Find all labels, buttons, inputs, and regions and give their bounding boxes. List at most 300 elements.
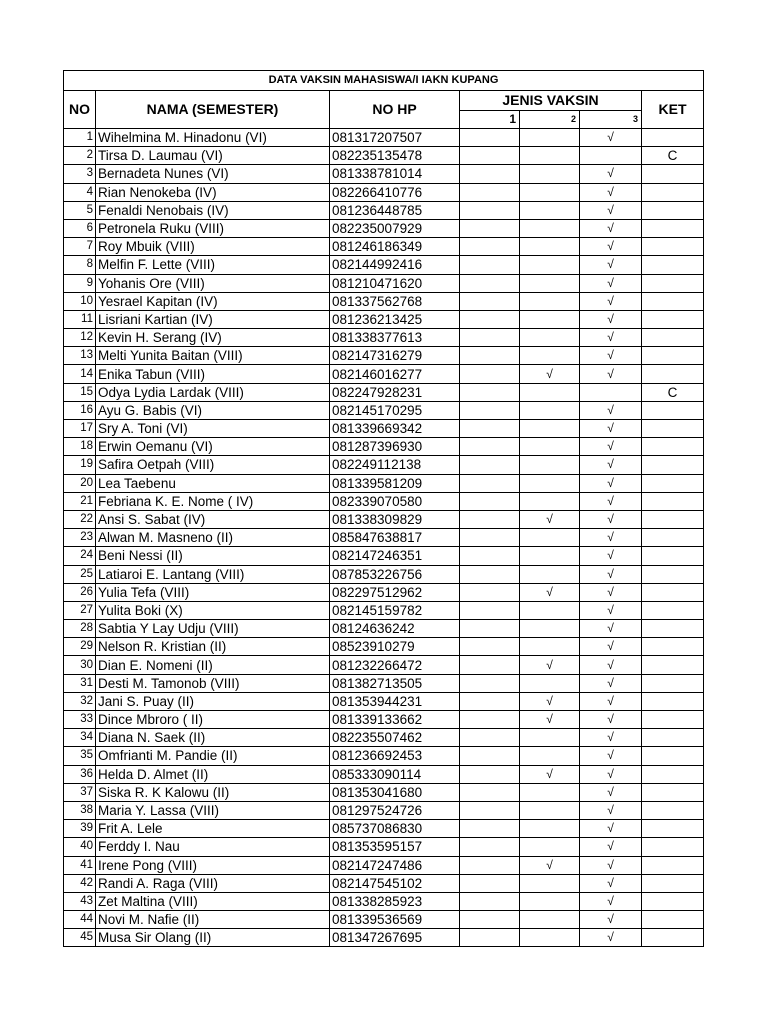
header-nama: NAMA (SEMESTER)	[96, 91, 330, 129]
phone-number: 08523910279	[330, 638, 460, 656]
row-number: 35	[64, 747, 96, 765]
ket-cell	[642, 365, 704, 383]
ket-cell	[642, 838, 704, 856]
table-row	[64, 456, 704, 474]
ket-cell	[642, 874, 704, 892]
student-name: Ansi S. Sabat (IV)	[96, 510, 330, 528]
vaksin-2-check	[520, 911, 580, 929]
table-row	[64, 238, 704, 256]
vaksin-1-check	[460, 329, 520, 347]
ket-cell	[642, 256, 704, 274]
ket-cell	[642, 438, 704, 456]
table-row	[64, 147, 704, 165]
row-number: 4	[64, 183, 96, 201]
row-number: 16	[64, 401, 96, 419]
table-row	[64, 692, 704, 710]
vaksin-2-check	[520, 438, 580, 456]
student-name: Febriana K. E. Nome ( IV)	[96, 492, 330, 510]
student-name: Latiaroi E. Lantang (VIII)	[96, 565, 330, 583]
student-name: Petronela Ruku (VIII)	[96, 219, 330, 237]
vaksin-3-check: √	[580, 347, 642, 365]
row-number: 5	[64, 201, 96, 219]
ket-cell	[642, 510, 704, 528]
phone-number: 081353041680	[330, 783, 460, 801]
student-name: Fenaldi Nenobais (IV)	[96, 201, 330, 219]
row-number: 23	[64, 529, 96, 547]
vaksin-3-check: √	[580, 474, 642, 492]
row-number: 17	[64, 420, 96, 438]
ket-cell	[642, 183, 704, 201]
table-row	[64, 529, 704, 547]
student-name: Siska R. K Kalowu (II)	[96, 783, 330, 801]
phone-number: 082249112138	[330, 456, 460, 474]
vaksin-3-check: √	[580, 729, 642, 747]
vaksin-3-check: √	[580, 329, 642, 347]
ket-cell	[642, 583, 704, 601]
vaksin-2-check	[520, 165, 580, 183]
student-name: Musa Sir Olang (II)	[96, 929, 330, 947]
row-number: 19	[64, 456, 96, 474]
phone-number: 082147316279	[330, 347, 460, 365]
phone-number: 082235507462	[330, 729, 460, 747]
student-name: Yulita Boki (X)	[96, 601, 330, 619]
vaksin-3-check: √	[580, 547, 642, 565]
student-name: Sry A. Toni (VI)	[96, 420, 330, 438]
row-number: 3	[64, 165, 96, 183]
phone-number: 082235135478	[330, 147, 460, 165]
vaksin-2-check: √	[520, 365, 580, 383]
ket-cell	[642, 456, 704, 474]
row-number: 41	[64, 856, 96, 874]
table-row	[64, 929, 704, 947]
row-number: 38	[64, 801, 96, 819]
student-name: Frit A. Lele	[96, 820, 330, 838]
vaksin-2-check: √	[520, 765, 580, 783]
vaksin-2-check	[520, 292, 580, 310]
student-name: Melfin F. Lette (VIII)	[96, 256, 330, 274]
vaksin-2-check	[520, 892, 580, 910]
phone-number: 081338377613	[330, 329, 460, 347]
vaksin-2-check: √	[520, 583, 580, 601]
ket-cell	[642, 711, 704, 729]
vaksin-3-check: √	[580, 838, 642, 856]
table-row	[64, 292, 704, 310]
vaksin-3-check: √	[580, 747, 642, 765]
phone-number: 082266410776	[330, 183, 460, 201]
vaksin-1-check	[460, 601, 520, 619]
table-row	[64, 801, 704, 819]
vaksin-2-check	[520, 383, 580, 401]
phone-number: 087853226756	[330, 565, 460, 583]
vaksin-2-check	[520, 456, 580, 474]
ket-cell	[642, 165, 704, 183]
ket-cell	[642, 820, 704, 838]
ket-cell	[642, 401, 704, 419]
student-name: Tirsa D. Laumau (VI)	[96, 147, 330, 165]
ket-cell	[642, 129, 704, 147]
row-number: 39	[64, 820, 96, 838]
vaksin-3-check: √	[580, 711, 642, 729]
table-row	[64, 310, 704, 328]
vaksin-2-check	[520, 729, 580, 747]
table-row	[64, 820, 704, 838]
ket-cell	[642, 620, 704, 638]
phone-number: 081337562768	[330, 292, 460, 310]
phone-number: 082144992416	[330, 256, 460, 274]
phone-number: 081338781014	[330, 165, 460, 183]
vaksin-1-check	[460, 274, 520, 292]
ket-cell	[642, 692, 704, 710]
vaksin-1-check	[460, 165, 520, 183]
row-number: 45	[64, 929, 96, 947]
vaksin-2-check	[520, 529, 580, 547]
table-row	[64, 365, 704, 383]
vaksin-1-check	[460, 492, 520, 510]
row-number: 44	[64, 911, 96, 929]
student-name: Kevin H. Serang (IV)	[96, 329, 330, 347]
student-name: Maria Y. Lassa (VIII)	[96, 801, 330, 819]
vaksin-3-check: √	[580, 365, 642, 383]
header-jenis-vaksin: JENIS VAKSIN	[460, 91, 642, 111]
table-row	[64, 474, 704, 492]
vaksin-2-check	[520, 256, 580, 274]
sheet-title: DATA VAKSIN MAHASISWA/I IAKN KUPANG	[64, 71, 704, 91]
phone-number: 085333090114	[330, 765, 460, 783]
vaksin-1-check	[460, 510, 520, 528]
vaksin-3-check: √	[580, 274, 642, 292]
ket-cell	[642, 329, 704, 347]
row-number: 43	[64, 892, 96, 910]
row-number: 29	[64, 638, 96, 656]
row-number: 8	[64, 256, 96, 274]
ket-cell	[642, 747, 704, 765]
vaksin-3-check: √	[580, 856, 642, 874]
row-number: 13	[64, 347, 96, 365]
table-row	[64, 856, 704, 874]
phone-number: 081353595157	[330, 838, 460, 856]
vaksin-1-check	[460, 692, 520, 710]
vaksin-2-check	[520, 838, 580, 856]
ket-cell	[642, 292, 704, 310]
student-name: Sabtia Y Lay Udju (VIII)	[96, 620, 330, 638]
vaksin-1-check	[460, 238, 520, 256]
header-no-hp: NO HP	[330, 91, 460, 129]
vaksin-1-check	[460, 401, 520, 419]
row-number: 18	[64, 438, 96, 456]
vaksin-1-check	[460, 256, 520, 274]
vaksin-1-check	[460, 310, 520, 328]
vaksin-2-check: √	[520, 711, 580, 729]
student-name: Helda D. Almet (II)	[96, 765, 330, 783]
vaksin-3-check: √	[580, 420, 642, 438]
ket-cell: C	[642, 147, 704, 165]
ket-cell	[642, 601, 704, 619]
phone-number: 082145170295	[330, 401, 460, 419]
ket-cell	[642, 565, 704, 583]
row-number: 31	[64, 674, 96, 692]
ket-cell	[642, 783, 704, 801]
student-name: Desti M. Tamonob (VIII)	[96, 674, 330, 692]
table-row	[64, 274, 704, 292]
row-number: 40	[64, 838, 96, 856]
vaksin-2-check	[520, 620, 580, 638]
phone-number: 08124636242	[330, 620, 460, 638]
vaksin-3-check: √	[580, 292, 642, 310]
vaksin-2-check	[520, 310, 580, 328]
vaksin-1-check	[460, 620, 520, 638]
row-number: 27	[64, 601, 96, 619]
row-number: 24	[64, 547, 96, 565]
phone-number: 081338309829	[330, 510, 460, 528]
row-number: 30	[64, 656, 96, 674]
vaksin-2-check	[520, 201, 580, 219]
vaksin-2-check	[520, 474, 580, 492]
vaksin-1-check	[460, 583, 520, 601]
ket-cell	[642, 219, 704, 237]
phone-number: 081347267695	[330, 929, 460, 947]
row-number: 28	[64, 620, 96, 638]
vaksin-3-check: √	[580, 892, 642, 910]
row-number: 6	[64, 219, 96, 237]
phone-number: 085847638817	[330, 529, 460, 547]
student-name: Randi A. Raga (VIII)	[96, 874, 330, 892]
table-row	[64, 892, 704, 910]
ket-cell	[642, 911, 704, 929]
phone-number: 081232266472	[330, 656, 460, 674]
vaksin-1-check	[460, 820, 520, 838]
vaksin-3-check: √	[580, 219, 642, 237]
vaksin-2-check	[520, 547, 580, 565]
ket-cell	[642, 347, 704, 365]
vaksin-3-check: √	[580, 238, 642, 256]
ket-cell	[642, 547, 704, 565]
vaksin-3-check: √	[580, 438, 642, 456]
vaksin-3-check: √	[580, 874, 642, 892]
phone-number: 081338285923	[330, 892, 460, 910]
ket-cell	[642, 420, 704, 438]
phone-number: 081339581209	[330, 474, 460, 492]
phone-number: 081236213425	[330, 310, 460, 328]
student-name: Ayu G. Babis (VI)	[96, 401, 330, 419]
table-row	[64, 492, 704, 510]
vaksin-3-check	[580, 147, 642, 165]
table-row	[64, 783, 704, 801]
vaksin-1-check	[460, 765, 520, 783]
ket-cell	[642, 201, 704, 219]
table-row	[64, 674, 704, 692]
vaksin-1-check	[460, 565, 520, 583]
student-name: Nelson R. Kristian (II)	[96, 638, 330, 656]
row-number: 21	[64, 492, 96, 510]
student-name: Novi M. Nafie (II)	[96, 911, 330, 929]
phone-number: 081287396930	[330, 438, 460, 456]
ket-cell	[642, 474, 704, 492]
header-ket: KET	[642, 91, 704, 129]
student-name: Roy Mbuik (VIII)	[96, 238, 330, 256]
ket-cell	[642, 892, 704, 910]
vaksin-3-check: √	[580, 583, 642, 601]
row-number: 26	[64, 583, 96, 601]
row-number: 1	[64, 129, 96, 147]
row-number: 32	[64, 692, 96, 710]
table-row	[64, 401, 704, 419]
vaksin-3-check: √	[580, 929, 642, 947]
vaksin-1-check	[460, 129, 520, 147]
phone-number: 081353944231	[330, 692, 460, 710]
vaksin-1-check	[460, 656, 520, 674]
header-vaksin-3: 3	[580, 111, 642, 129]
vaksin-3-check: √	[580, 674, 642, 692]
phone-number: 081297524726	[330, 801, 460, 819]
header-vaksin-1: 1	[460, 111, 520, 129]
phone-number: 082147545102	[330, 874, 460, 892]
row-number: 9	[64, 274, 96, 292]
vaksin-1-check	[460, 674, 520, 692]
vaksin-1-check	[460, 420, 520, 438]
row-number: 22	[64, 510, 96, 528]
student-name: Safira Oetpah (VIII)	[96, 456, 330, 474]
phone-number: 082339070580	[330, 492, 460, 510]
phone-number: 081382713505	[330, 674, 460, 692]
table-row	[64, 656, 704, 674]
vaksin-3-check: √	[580, 129, 642, 147]
vaksin-1-check	[460, 856, 520, 874]
table-row	[64, 747, 704, 765]
vaksin-2-check	[520, 565, 580, 583]
table-row	[64, 329, 704, 347]
vaksin-2-check	[520, 329, 580, 347]
vaksin-2-check	[520, 129, 580, 147]
student-name: Jani S. Puay (II)	[96, 692, 330, 710]
row-number: 20	[64, 474, 96, 492]
student-name: Wihelmina M. Hinadonu (VI)	[96, 129, 330, 147]
ket-cell	[642, 856, 704, 874]
phone-number: 081246186349	[330, 238, 460, 256]
table-row	[64, 438, 704, 456]
table-row	[64, 510, 704, 528]
student-name: Omfrianti M. Pandie (II)	[96, 747, 330, 765]
student-name: Yulia Tefa (VIII)	[96, 583, 330, 601]
ket-cell	[642, 638, 704, 656]
vaksin-3-check: √	[580, 783, 642, 801]
vaksin-2-check	[520, 601, 580, 619]
vaksin-3-check: √	[580, 620, 642, 638]
table-row	[64, 620, 704, 638]
vaccine-data-table	[63, 70, 704, 947]
row-number: 34	[64, 729, 96, 747]
phone-number: 082297512962	[330, 583, 460, 601]
student-name: Yesrael Kapitan (IV)	[96, 292, 330, 310]
table-row	[64, 765, 704, 783]
ket-cell	[642, 492, 704, 510]
header-vaksin-2: 2	[520, 111, 580, 129]
vaksin-3-check: √	[580, 656, 642, 674]
vaksin-1-check	[460, 547, 520, 565]
student-name: Ferddy I. Nau	[96, 838, 330, 856]
student-name: Dian E. Nomeni (II)	[96, 656, 330, 674]
vaksin-1-check	[460, 783, 520, 801]
vaksin-2-check	[520, 638, 580, 656]
vaksin-1-check	[460, 911, 520, 929]
student-name: Lisriani Kartian (IV)	[96, 310, 330, 328]
vaksin-1-check	[460, 929, 520, 947]
vaksin-2-check	[520, 929, 580, 947]
phone-number: 081210471620	[330, 274, 460, 292]
row-number: 7	[64, 238, 96, 256]
student-name: Beni Nessi (II)	[96, 547, 330, 565]
row-number: 33	[64, 711, 96, 729]
vaksin-2-check	[520, 219, 580, 237]
vaksin-3-check: √	[580, 692, 642, 710]
ket-cell	[642, 674, 704, 692]
row-number: 10	[64, 292, 96, 310]
ket-cell	[642, 310, 704, 328]
vaksin-2-check	[520, 420, 580, 438]
table-row	[64, 874, 704, 892]
ket-cell	[642, 274, 704, 292]
ket-cell	[642, 529, 704, 547]
vaksin-3-check: √	[580, 165, 642, 183]
student-name: Alwan M. Masneno (II)	[96, 529, 330, 547]
student-name: Enika Tabun (VIII)	[96, 365, 330, 383]
vaksin-3-check: √	[580, 529, 642, 547]
vaksin-3-check: √	[580, 256, 642, 274]
vaksin-2-check	[520, 674, 580, 692]
phone-number: 081236448785	[330, 201, 460, 219]
phone-number: 082235007929	[330, 219, 460, 237]
student-name: Dince Mbroro ( II)	[96, 711, 330, 729]
table-row	[64, 219, 704, 237]
row-number: 15	[64, 383, 96, 401]
vaksin-3-check: √	[580, 765, 642, 783]
table-row	[64, 729, 704, 747]
table-row	[64, 583, 704, 601]
header-no: NO	[64, 91, 96, 129]
vaksin-3-check: √	[580, 456, 642, 474]
vaksin-3-check: √	[580, 638, 642, 656]
vaksin-2-check	[520, 747, 580, 765]
ket-cell	[642, 729, 704, 747]
vaksin-3-check: √	[580, 911, 642, 929]
vaksin-3-check: √	[580, 183, 642, 201]
row-number: 25	[64, 565, 96, 583]
table-row	[64, 547, 704, 565]
row-number: 42	[64, 874, 96, 892]
vaksin-3-check: √	[580, 401, 642, 419]
vaksin-3-check: √	[580, 492, 642, 510]
table-body	[64, 129, 704, 947]
phone-number: 081317207507	[330, 129, 460, 147]
vaksin-3-check: √	[580, 820, 642, 838]
vaksin-1-check	[460, 347, 520, 365]
vaksin-1-check	[460, 365, 520, 383]
vaksin-3-check: √	[580, 510, 642, 528]
vaksin-2-check: √	[520, 692, 580, 710]
phone-number: 085737086830	[330, 820, 460, 838]
phone-number: 081339133662	[330, 711, 460, 729]
phone-number: 082247928231	[330, 383, 460, 401]
ket-cell	[642, 801, 704, 819]
row-number: 12	[64, 329, 96, 347]
vaksin-1-check	[460, 729, 520, 747]
table-row	[64, 383, 704, 401]
vaksin-2-check	[520, 183, 580, 201]
student-name: Zet Maltina (VIII)	[96, 892, 330, 910]
phone-number: 081339669342	[330, 420, 460, 438]
student-name: Odya Lydia Lardak (VIII)	[96, 383, 330, 401]
vaksin-1-check	[460, 147, 520, 165]
vaksin-2-check	[520, 874, 580, 892]
